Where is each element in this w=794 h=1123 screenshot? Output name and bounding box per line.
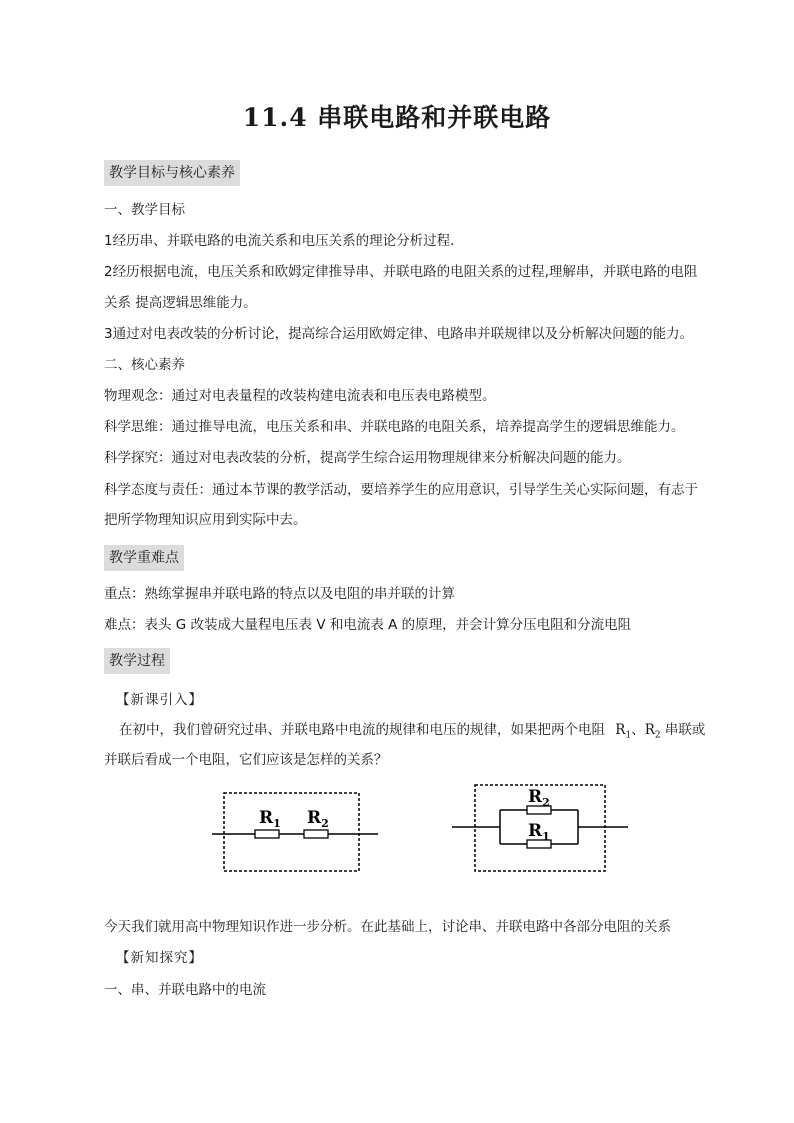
literacy-item-2: 科学思维：通过推导电流，电压关系和串、并联电路的电阻关系，培养提高学生的逻辑思维能力。 xyxy=(104,419,685,435)
parallel-label-r1: $R_1$ xyxy=(528,821,550,843)
section-header-goals: 教学目标与核心素养 xyxy=(104,160,240,186)
series-circuit-diagram xyxy=(212,790,378,874)
section-header-process: 教学过程 xyxy=(104,648,170,674)
series-boundary-box xyxy=(224,793,359,871)
goals-heading: 一、教学目标 xyxy=(104,202,185,218)
goal-item-3: 3通过对电表改装的分析讨论，提高综合运用欧姆定律、电路串并联规律以及分析解决问题的能力。 xyxy=(104,326,694,342)
symbol-r2: $R_2$ xyxy=(644,722,661,741)
parallel-circuit-diagram xyxy=(452,782,628,874)
intro-text-end: 串联或 xyxy=(664,722,706,738)
series-resistor-r1 xyxy=(255,830,279,838)
parallel-label-r2: $R_2$ xyxy=(528,787,550,809)
today-paragraph: 今天我们就用高中物理知识作进一步分析。在此基础上，讨论串、并联电路中各部分电阻的关系 xyxy=(104,919,671,935)
series-resistor-r2 xyxy=(304,830,328,838)
goal-item-2-line1: 2经历根据电流，电压关系和欧姆定律推导串、并联电路的电阻关系的过程,理解串，并联电路的电阻 xyxy=(104,264,698,280)
intro-paragraph-line1 xyxy=(119,720,705,746)
series-label-r1: $R_1$ xyxy=(259,808,281,830)
intro-label: 【新课引入】 xyxy=(116,692,203,708)
series-label-r2: $R_2$ xyxy=(307,808,329,830)
page-title: 11.4 串联电路和并联电路 xyxy=(242,103,552,132)
section-header-keypoints: 教学重难点 xyxy=(104,545,184,571)
difficult-point: 难点：表头 G 改装成大量程电压表 V 和电流表 A 的原理，并会计算分压电阻和分流电阻 xyxy=(104,617,632,633)
subsection-current: 一、串、并联电路中的电流 xyxy=(104,982,266,998)
goal-item-2-line2: 关系 提高逻辑思维能力。 xyxy=(104,295,257,311)
literacy-item-1: 物理观念：通过对电表量程的改装构建电流表和电压表电路模型。 xyxy=(104,388,496,404)
literacy-item-3: 科学探究：通过对电表改装的分析，提高学生综合运用物理规律来分析解决问题的能力。 xyxy=(104,450,631,466)
intro-text: 在初中，我们曾研究过串、并联电路中电流的规律和电压的规律，如果把两个电阻 xyxy=(119,722,605,738)
symbol-r1: $R_1$ xyxy=(615,722,632,741)
literacy-heading: 二、核心素养 xyxy=(104,357,185,373)
literacy-item-4-line2: 把所学物理知识应用到实际中去。 xyxy=(104,512,307,528)
separator: 、 xyxy=(631,722,645,738)
explore-label: 【新知探究】 xyxy=(116,950,203,966)
intro-paragraph-line2: 并联后看成一个电阻，它们应该是怎样的关系？ xyxy=(104,752,388,768)
goal-item-1: 1经历串、并联电路的电流关系和电压关系的理论分析过程． xyxy=(104,233,464,249)
literacy-item-4-line1: 科学态度与责任：通过本节课的教学活动，要培养学生的应用意识，引导学生关心实际问题，有志于 xyxy=(104,482,698,498)
key-point: 重点：熟练掌握串并联电路的特点以及电阻的串并联的计算 xyxy=(104,586,455,602)
